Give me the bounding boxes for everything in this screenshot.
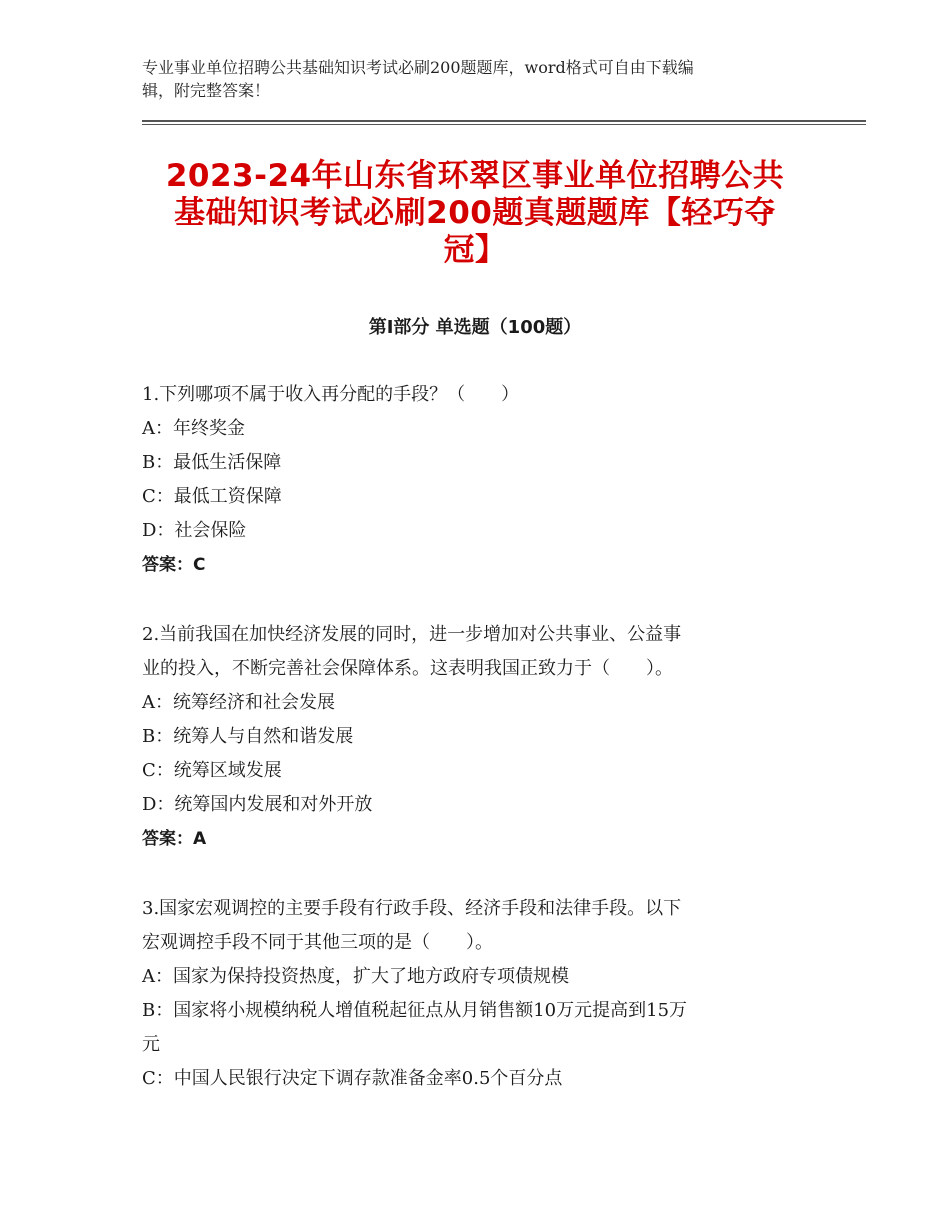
title-line: 基础知识考试必刷200题真题题库【轻巧夺 (174, 195, 776, 231)
question-stem: 3.国家宏观调控的主要手段有行政手段、经济手段和法律手段。以下 (142, 898, 682, 919)
header-divider (142, 120, 866, 122)
answer-label: 答案：A (142, 829, 207, 849)
section-heading: 第Ⅰ部分 单选题（100题） (368, 317, 582, 338)
option-c: C：最低工资保障 (142, 486, 282, 507)
header-divider-thin (142, 124, 866, 125)
title-line: 2023-24年山东省环翠区事业单位招聘公共 (165, 158, 785, 194)
header-note-line: 专业事业单位招聘公共基础知识考试必刷200题题库，word格式可自由下载编 (142, 58, 694, 77)
document-title (142, 158, 808, 269)
option-d: D：统筹国内发展和对外开放 (142, 794, 373, 815)
option-b: B：国家将小规模纳税人增值税起征点从月销售额10万元提高到15万 (142, 1000, 688, 1021)
option-c: C：统筹区域发展 (142, 760, 282, 781)
question-block (142, 378, 802, 582)
header-note (142, 56, 792, 102)
option-b: B：最低生活保障 (142, 452, 282, 473)
option-c: C：中国人民银行决定下调存款准备金率0.5个百分点 (142, 1068, 563, 1089)
question-stem: 2.当前我国在加快经济发展的同时，进一步增加对公共事业、公益事 (142, 624, 682, 645)
question-stem: 业的投入，不断完善社会保障体系。这表明我国正致力于（ ）。 (142, 658, 673, 679)
header-note-line: 辑，附完整答案！ (142, 81, 271, 100)
answer-label: 答案：C (142, 555, 206, 575)
option-a: A：国家为保持投资热度，扩大了地方政府专项债规模 (142, 966, 569, 987)
title-line: 冠】 (443, 232, 507, 268)
option-b-continued: 元 (142, 1034, 160, 1055)
option-b: B：统筹人与自然和谐发展 (142, 726, 354, 747)
question-block (142, 892, 802, 1096)
option-d: D：社会保险 (142, 520, 247, 541)
question-stem: 1.下列哪项不属于收入再分配的手段？（ ） (142, 384, 520, 405)
question-block (142, 618, 802, 856)
question-stem: 宏观调控手段不同于其他三项的是（ ）。 (142, 932, 493, 953)
option-a: A：年终奖金 (142, 418, 245, 439)
option-a: A：统筹经济和社会发展 (142, 692, 335, 713)
